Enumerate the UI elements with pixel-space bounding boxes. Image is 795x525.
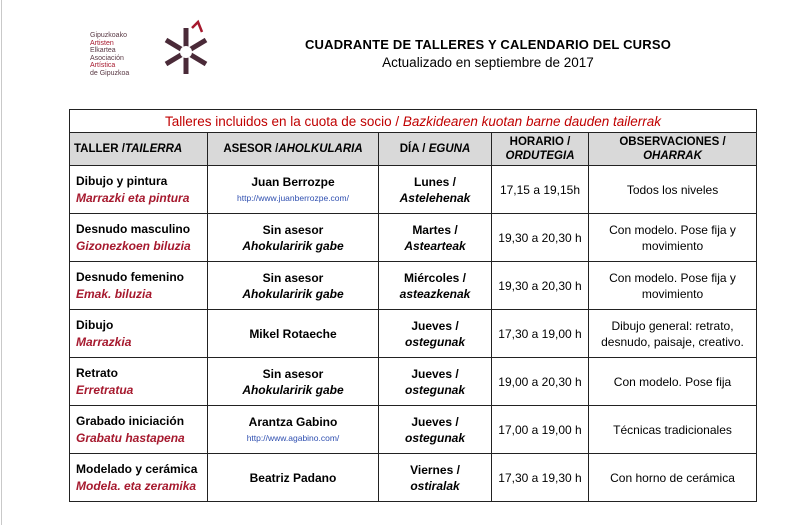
dia-cell: Jueves / ostegunak [379,406,492,454]
taller-cell: Grabado iniciación Grabatu hastapena [70,406,208,454]
dia-cell: Viernes / ostiralak [379,454,492,502]
association-logo [90,18,220,84]
obs-cell: Con modelo. Pose fija [589,358,757,406]
dia-cell: Miércoles / asteazkenak [379,262,492,310]
taller-cell: Dibujo Marrazkia [70,310,208,358]
dia-cell: Lunes / Astelehenak [379,166,492,214]
col-asesor: ASESOR /AHOLKULARIA [208,133,379,166]
horario-cell: 17,15 a 19,15h [492,166,589,214]
obs-cell: Técnicas tradicionales [589,406,757,454]
taller-cell: Desnudo masculino Gizonezkoen biluzia [70,214,208,262]
star-emblem-icon [156,18,216,82]
logo-line: Elkartea [90,47,116,55]
horario-cell: 17,00 a 19,00 h [492,406,589,454]
logo-line: Artisten [90,39,114,47]
taller-cell: Desnudo femenino Emak. biluzia [70,262,208,310]
obs-cell: Con modelo. Pose fija y movimiento [589,262,757,310]
dia-cell: Jueves / ostegunak [379,310,492,358]
table-header [70,133,757,166]
horario-cell: 17,30 a 19,00 h [492,310,589,358]
col-dia: DÍA / EGUNA [379,133,492,166]
logo-line: de Gipuzkoa [90,69,130,77]
horario-cell: 19,00 a 20,30 h [492,358,589,406]
page-subtitle: Actualizado en septiembre de 2017 [382,55,594,70]
col-horario: HORARIO / ORDUTEGIA [492,133,589,166]
col-taller: TALLER /TAILERRA [70,133,208,166]
asesor-cell: Mikel Rotaeche [208,310,379,358]
taller-cell: Modelado y cerámica Modela. eta zeramika [70,454,208,502]
logo-text [90,32,129,78]
horario-cell: 19,30 a 20,30 h [492,262,589,310]
dia-cell: Jueves / ostegunak [379,358,492,406]
table-row [70,166,757,214]
obs-cell: Dibujo general: retrato, desnudo, paisaje, creativo. [589,310,757,358]
table-banner [70,110,757,133]
page-title: CUADRANTE DE TALLERES Y CALENDARIO DEL CURSO [304,37,672,52]
horario-cell: 19,30 a 20,30 h [492,214,589,262]
asesor-cell: Beatriz Padano [208,454,379,502]
table-row [70,358,757,406]
asesor-cell: Sin asesor Ahokularirik gabe [208,214,379,262]
horario-cell: 17,30 a 19,30 h [492,454,589,502]
logo-line: Artística [90,62,116,70]
table-row [70,406,757,454]
taller-cell: Dibujo y pintura Marrazki eta pintura [70,166,208,214]
table-row [70,214,757,262]
col-observaciones: OBSERVACIONES / OHARRAK [589,133,757,166]
table-row [70,310,757,358]
asesor-cell: Sin asesor Ahokularirik gabe [208,358,379,406]
asesor-cell: Juan Berrozpe http://www.juanberrozpe.com/ [208,166,379,214]
banner-cell [70,110,757,133]
logo-line: Asociación [90,54,124,62]
dia-cell: Martes / Astearteak [379,214,492,262]
asesor-link[interactable]: http://www.juanberrozpe.com/ [237,192,349,203]
table-row [70,454,757,502]
logo-line: Gipuzkoako [90,32,127,39]
workshop-table [69,109,757,502]
banner-es: Talleres incluidos en la cuota de socio / [164,113,400,129]
asesor-link[interactable]: http://www.agabino.com/ [246,432,340,443]
obs-cell: Todos los niveles [589,166,757,214]
taller-cell: Retrato Erretratua [70,358,208,406]
asesor-cell: Sin asesor Ahokularirik gabe [208,262,379,310]
banner-eu: Bazkidearen kuotan barne dauden tailerrak [402,113,662,129]
obs-cell: Con modelo. Pose fija y movimiento [589,214,757,262]
asesor-cell: Arantza Gabino http://www.agabino.com/ [208,406,379,454]
obs-cell: Con horno de cerámica [589,454,757,502]
page-edge [1,0,2,525]
table-row [70,262,757,310]
